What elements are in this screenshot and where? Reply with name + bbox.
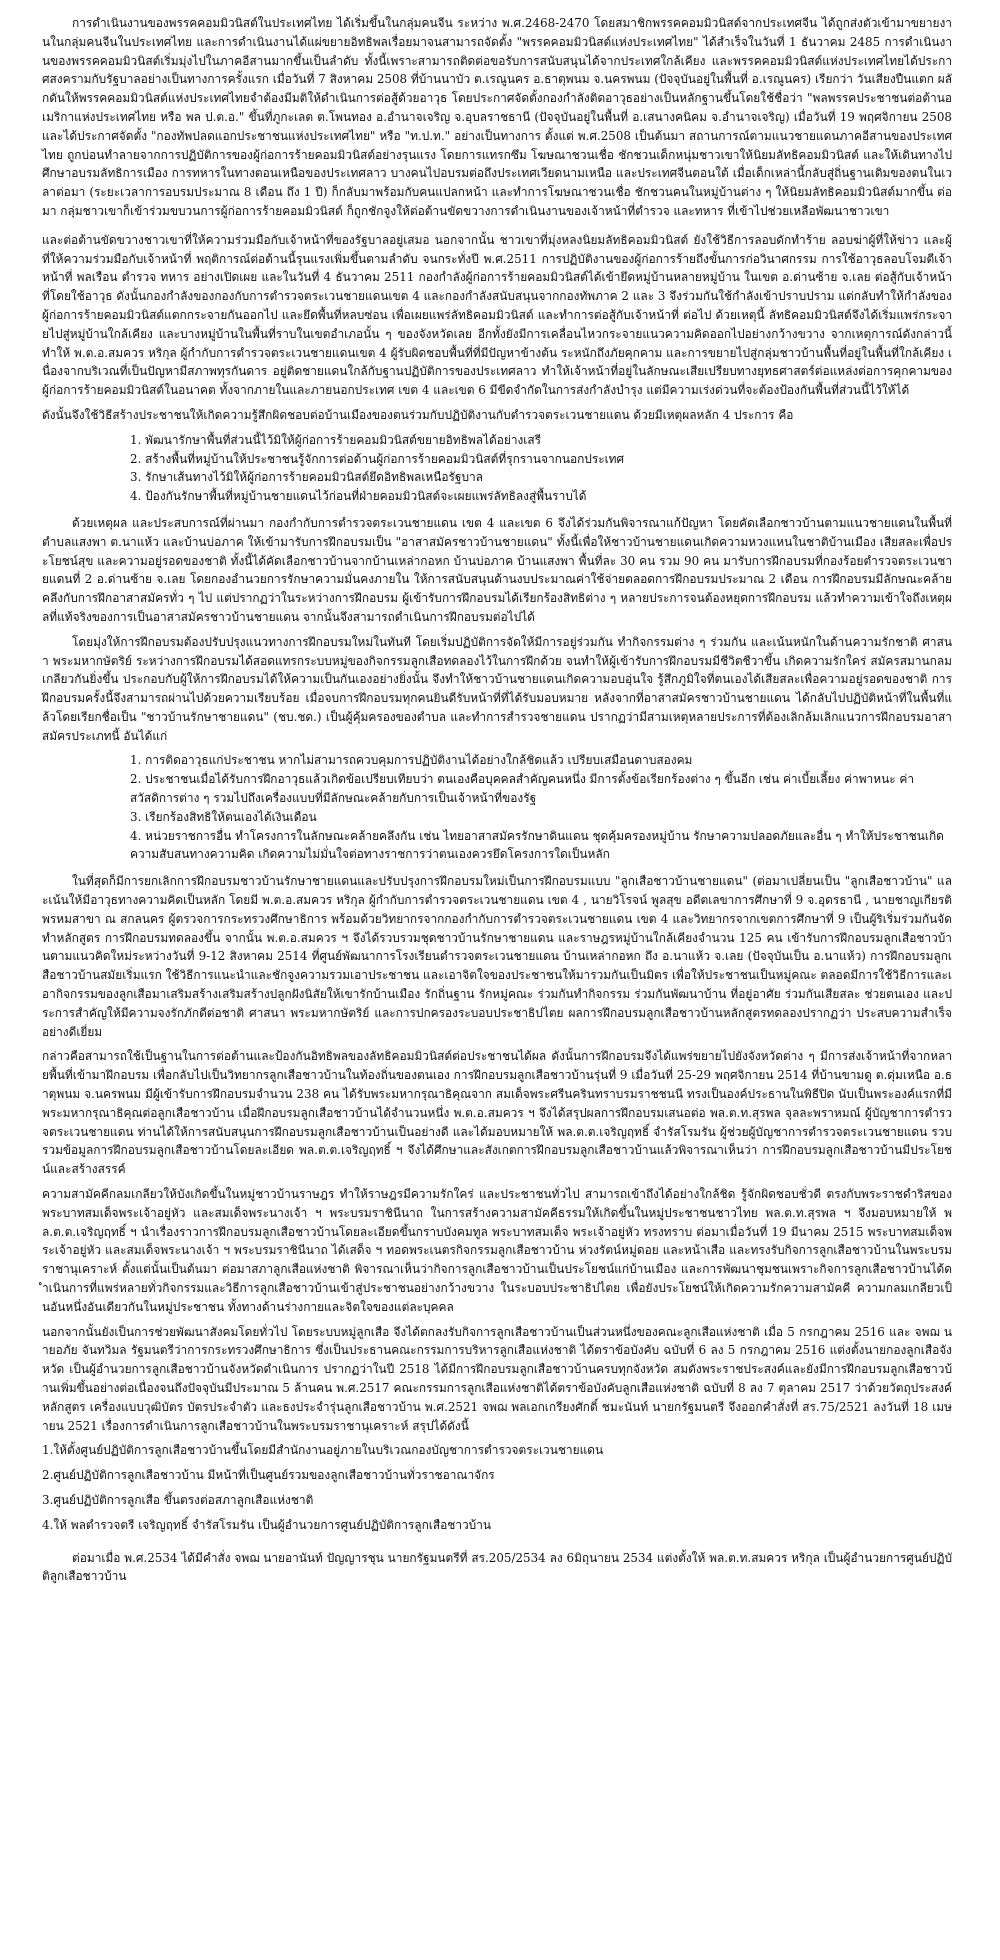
- directives-list: [42, 1441, 952, 1534]
- list-item: 4. หน่วยราชการอื่น ทำโครงการในลักษณะคล้ายคลึงกัน เช่น ไทยอาสาสมัครรักษาดินแดน ชุดคุ้มครองหมู่บ้าน รักษาความปลอดภัยและอื่น ๆ ทำให้ประชาชนเกิดความสับสนทางความคิด เกิดความไม่มั่นใจต่อทางราชการว่าตนเองควรยึดโครงการใดเป็นหลัก: [130, 828, 944, 862]
- closing-paragraph: ต่อมาเมื่อ พ.ศ.2534 ได้มีคำสั่ง จพฌ นายอานันท์ ปัญญารชุน นายกรัฐมนตรีที่ สร.205/2534 ลง 6มิถุนายน 2534 แต่งตั้งให้ พล.ต.ท.สมควร หริกุล เป็นผู้อำนวยการศูนย์ปฏิบัติลูกเสือชาวบ้าน: [42, 1550, 952, 1584]
- intro-paragraph: การดำเนินงานของพรรคคอมมิวนิสต์ในประเทศไทย ได้เริ่มขึ้นในกลุ่มคนจีน ระหว่าง พ.ศ.2468-2470 โดยสมาชิกพรรคคอมมิวนิสต์จากประเทศจีน ได้ถูกส่งตัวเข้ามาขยายงานในกลุ่มคนจีนในประเทศไทย และการดำเนินงานได้แผ่ขยายอิทธิพลเรื่อยมาจนสามารถจัดตั้ง "พรรคคอมมิวนิสต์แห่งประเทศไทย" ได้สำเร็จในวันที่ 1 ธันวาคม 2485 การดำเนินงานของพรรคคอมมิวนิสต์เริ่มมุ่งไปในภาคอีสานมากขึ้นเป็นลำดับ ทั้งนี้เพราะสามารถติดต่อขอรับการสนับสนุนได้จากประเทศใกล้เคียง และพรรคคอมมิวนิสต์แห่งประเทศไทยได้ประกาศสงครามกับรัฐบาลอย่างเป็นทางการครั้งแรก เมื่อวันที่ 7 สิงหาคม 2508 ที่บ้านนาบัว ต.เรณูนคร อ.ธาตุพนม จ.นครพนม (ปัจจุบันอยู่ในพื้นที่ อ.เรณูนคร) เรียกว่า วันเสียงปืนแตก ผลักดันให้พรรคคอมมิวนิสต์แห่งประเทศไทยจำต้องมีมติให้ดำเนินการต่อสู้ด้วยอาวุธ โดยประกาศจัดตั้งกองกำลังติดอาวุธอย่างเป็นหลักฐานขึ้นโดยใช้ชื่อว่า "พลพรรคประชาชนต่อต้านอเมริกาแห่งประเทศไทย หรือ พล ป.ต.อ." ขึ้นที่ภูกะเลต ต.โพนทอง อ.อำนาจเจริญ จ.อุบลราชธานี (ปัจจุบันอยู่ในพื้นที่ อ.เสนางคนิคม จ.อำนาจเจริญ) เมื่อวันที่ 19 พฤศจิกายน 2508 และได้ประกาศจัดตั้ง "กองทัพปลดแอกประชาชนแห่งประเทศไทย" หรือ "ท.ป.ท." อย่างเป็นทางการ ตั้งแต่ พ.ศ.2508 เป็นต้นมา สถานการณ์ตามแนวชายแดนภาคอีสานของประเทศไทย ถูกบ่อนทำลายจากการปฏิบัติการของผู้ก่อการร้ายคอมมิวนิสต์อย่างรุนแรง โดยการแทรกซึม โฆษณาชวนเชื่อ ชักชวนเด็กหนุ่มชาวเขาให้นิยมลัทธิคอมมิวนิสต์ และให้เดินทางไปศึกษาอบรมลัทธิการเมือง การทหารในทางตอนเหนือของประเทศลาว บางคนไปอบรมต่อถึงประเทศเวียดนามเหนือ และประเทศจีนตอนใต้ เมื่อเด็กเหล่านี้กลับสู่ถิ่นฐานเดิมของตนในเวลาต่อมา (ระยะเวลาการอบรมประมาณ 8 เดือน ถึง 1 ปี) ก็กลับมาพร้อมกับคนแปลกหน้า และทำการโฆษณาชวนเชื่อ ชักชวนคนในหมู่บ้านต่าง ๆ ให้นิยมลัทธิคอมมิวนิสต์มากขึ้น ต่อมา กลุ่มชาวเขาก็เข้าร่วมขบวนการผู้ก่อการร้ายคอมมิวนิสต์ ก็ถูกชักจูงให้ต่อต้านขัดขวางการดำเนินงานของเจ้าหน้าที่ตำรวจ และทหาร ที่เข้าไปช่วยเหลือพัฒนาชาวเขา: [42, 16, 952, 218]
- list-item: 4. ป้องกันรักษาพื้นที่หมู่บ้านชายแดนไว้ก่อนที่ฝ่ายคอมมิวนิสต์จะเผยแพร่ลัทธิลงสู่พื้นราบได้: [130, 489, 587, 504]
- history-paragraph: ในที่สุดก็มีการยกเลิกการฝึกอบรมชาวบ้านรักษาชายแดนและปรับปรุงการฝึกอบรมใหม่เป็นการฝึกอบรมแบบ "ลูกเสือชาวบ้านชายแดน" (ต่อมาเปลี่ยนเป็น "ลูกเสือชาวบ้าน" และเน้นให้มีอาวุธทางความคิดเป็นหลัก โดยมี พ.ต.อ.สมควร หริกุล ผู้กำกับการตำรวจตระเวนชายแดน เขต 4 , นายวิโรจน์ พูลสุข อดีตเลขาการศึกษาที่ 9 จ.อุดรธานี , นายชาญเกียรติ พรหมสาขา ณ สกลนคร ผู้ตรวจการกระทรวงศึกษาธิการ พร้อมด้วยวิทยากรจากกองกำกับการตำรวจตระเวนชายแดน เขต 4 และวิทยากรจากเขตการศึกษาที่ 9 เป็นผู้ริเริ่มร่วมกันจัดทำหลักสูตร การฝึกอบรมทดลองขึ้น จากนั้น พ.ต.อ.สมควร ฯ จึงได้รวบรวมชุดชาวบ้านรักษาชายแดน และราษฎรหมู่บ้านใกล้เคียงจำนวน 125 คน เข้ารับการฝึกอบรมลูกเสือชาวบ้านตามแนวคิดใหม่ระหว่างวันที่ 9-12 สิงหาคม 2514 ที่ศูนย์พัฒนาการโรงเรียนตำรวจตระเวนชายแดน บ้านเหล่ากอหก ถึง อ.นาแห้ว จ.เลย (ปัจจุบันเป็น อ.นาแห้ว) การฝึกอบรมลูกเสือชาวบ้านสมัยเริ่มแรก ใช้วิธีการแนะนำและชักจูงความรวมเอาประชาชน และเอาจิตใจของประชาชนให้มารวมกันเป็นมิตร เพื่อให้ประชาชนเป็นหมู่คณะ ตลอดมีการใช้วิธีการและเอากิจกรรมของลูกเสือมาเสริมสร้างเสริมสร้างปลูกฝังนิสัยให้เขารักบ้านเมือง รักถิ่นฐาน รักหมู่คณะ ร่วมกันทำกิจกรรม ร่วมกันพัฒนาบ้าน ที่อยู่อาศัย ร่วมกันเสียสละ ช่วยตนเอง และประการสำคัญให้มีความจงรักภักดีต่อชาติ ศาสนา พระมหากษัตริย์ และการปกครองระบอบประชาธิปไตย ผลการฝึกอบรมลูกเสือชาวบ้านหลักสูตรทดลองปรากฏว่า ประสบความสำเร็จอย่างดีเยี่ยม: [42, 874, 952, 1039]
- problems-list: [42, 751, 952, 864]
- reasons-list: [42, 431, 952, 506]
- training-paragraph: ด้วยเหตุผล และประสบการณ์ที่ผ่านมา กองกำกับการตำรวจตระเวนชายแดน เขต 4 และเขต 6 จึงได้ร่วมกันพิจารณาแก้ปัญหา โดยคัดเลือกชาวบ้านตามแนวชายแดนในพื้นที่ ตำบลแสงพา ต.นาแห้ว และบ้านบ่อภาค ให้เข้ามารับการฝึกอบรมเป็น "อาสาสมัครชาวบ้านชายแดน" ทั้งนี้เพื่อให้ชาวบ้านชายแดนเกิดความหวงแหนในชาติบ้านเมือง เสียสละเพื่อประโยชน์สุข และความอยู่รอดของชาติ ทั้งนี้ได้คัดเลือกชาวบ้านจากบ้านเหล่ากอหก บ้านบ่อภาค บ้านแสงพา พื้นที่ละ 30 คน รวม 90 คน มารับการฝึกอบรมที่กองร้อยตำรวจตระเวนชายแดนที่ 2 อ.ด่านซ้าย จ.เลย โดยกองอำนวยการรักษาความมั่นคงภายใน ให้การสนับสนุนด้านงบประมาณค่าใช้จ่ายตลอดการฝึกอบรมประมาณ 2 เดือน การฝึกอบรมมีลักษณะคล้ายคลึงกับการฝึกอาสาสมัครทั่ว ๆ ไป แต่ปรากฏว่าในระหว่างการฝึกอบรม ผู้เข้ารับการฝึกอบรมได้เรียกร้องสิทธิต่าง ๆ หลายประการจนต้องหยุดการฝึกอบรม แล้วทำความเข้าใจถึงเหตุผลที่แท้จริงของการเป็นอาสาสมัครชาวบ้านชายแดน จากนั้นจึงสามารถดำเนินการฝึกอบรมต่อไปได้: [42, 515, 952, 624]
- list-item: 2. สร้างพื้นที่หมู่บ้านให้ประชาชนรู้จักการต่อต้านผู้ก่อการร้ายคอมมิวนิสต์ที่รุกรานจากนอกประเทศ: [130, 451, 625, 466]
- training-paragraph: โดยมุ่งให้การฝึกอบรมต้องปรับปรุงแนวทางการฝึกอบรมใหม่ในทันที โดยเริ่มปฏิบัติการจัดให้มีการอยู่ร่วมกัน ทำกิจกรรมต่าง ๆ ร่วมกัน และเน้นหนักในด้านความรักชาติ ศาสนา พระมหากษัตริย์ ระหว่างการฝึกอบรมได้สอดแทรกระบบหมู่ของกิจกรรมลูกเสือทดลองไว้ในการฝึกด้วย จนทำให้ผู้เข้ารับการฝึกอบรมมีชีวิตชีวาขึ้น เกิดความรักใคร่ สมัครสมานกลมเกลียวกันยิ่งขึ้น ประกอบกับผู้ให้การฝึกอบรมได้ให้ความเป็นกันเองอย่างยิ่งนั้น จึงทำให้ชาวบ้านชายแดนเกิดความอบอุ่นใจ รู้สึกภูมิใจที่ตนเองได้เสียสละเพื่อความอยู่รอดของชาติ การฝึกอบรมครั้งนี้จึงสามารถผ่านไปด้วยความเรียบร้อย เมื่อจบการฝึกอบรมทุกคนยินดีรับหน้าที่ที่ได้รับมอบหมาย หลังจากที่อาสาสมัครชาวบ้านชายแดน ได้กลับไปปฏิบัติหน้าที่ในพื้นที่แล้วโดยเรียกชื่อเป็น "ชาวบ้านรักษาชายแดน" (ชบ.ชด.) เป็นผู้คุ้มครองของตำบล และทำการสำรวจชายแดน ปรากฏว่ามีสามเหตุหลายประการที่ต้องเลิกล้มเลิกแนวการฝึกอบรมอาสาสมัครประเภทนี้ อันได้แก่: [42, 634, 952, 743]
- list-item: 3. รักษาเส้นทางไว้มิให้ผู้ก่อการร้ายคอมมิวนิสต์ยึดอิทธิพลเหนือรัฐบาล: [130, 470, 483, 485]
- list-item: 3.ศูนย์ปฏิบัติการลูกเสือ ขึ้นตรงต่อสภาลูกเสือแห่งชาติ: [42, 1492, 314, 1507]
- history-paragraph: ความสามัคคีกลมเกลียวให้บังเกิดขึ้นในหมู่ชาวบ้านราษฎร ทำให้ราษฎรมีความรักใคร่ และประชาชนทั่วไป สามารถเข้าถึงได้อย่างใกล้ชิด รู้จักผิดชอบชั่วดี ตรงกับพระราชดำริสของพระบาทสมเด็จพระเจ้าอยู่หัว และสมเด็จพระนางเจ้า ฯ พระบรมราชินีนาถ ในการสร้างความสามัคคีธรรมให้เกิดขึ้นในหมู่ประชาชนชาวไทย พล.ต.ท.สุรพล ฯ จึงมอบหมายให้ พล.ต.ต.เจริญฤทธิ์ ฯ นำเรื่องราวการฝึกอบรมลูกเสือชาวบ้านโดยละเอียดขึ้นกราบบังคมทูล พระบาทสมเด็จ พระเจ้าอยู่หัว ทรงทราบ ต่อมาเมื่อวันที่ 19 มีนาคม 2515 พระบาทสมเด็จพระเจ้าอยู่หัว และสมเด็จพระนางเจ้า ฯ พระบรมราชินีนาถ ได้เสด็จ ฯ ทอดพระเนตรกิจกรรมลูกเสือชาวบ้าน ห่วงรัตน์หมู่ดอย และหน้าเสือ และทรงรับกิจการลูกเสือชาวบ้านในพระบรมราชานุเคราะห์ ตั้งแต่นั้นเป็นต้นมา ต่อมาสภาลูกเสือแห่งชาติ พิจารณาเห็นว่ากิจการลูกเสือชาวบ้านเป็นประโยชน์แก่บ้านเมือง และการพัฒนาชุมชนเพราะกิจการลูกเสือชาวบ้านได้ดำเนินการที่แพร่หลายทั่วกิจกรรมและวิธีการลูกเสือชาวบ้านเข้าสู่ประชาชนอย่างกว้างขวาง ในระบอบประชาธิปไตย เพื่อยังประโยชน์ให้เกิดความรักความสามัคคี ความกลมเกลียวเป็นอันหนึ่งอันเดียวกันในหมู่ประชาชน ทั้งทางด้านร่างกายและจิตใจของแต่ละบุคคล: [42, 1187, 952, 1314]
- list-item: 4.ให้ พลตำรวจตรี เจริญฤทธิ์ จำรัสโรมรัน เป็นผู้อำนวยการศูนย์ปฏิบัติการลูกเสือชาวบ้าน: [42, 1517, 492, 1532]
- list-item: 2. ประชาชนเมื่อได้รับการฝึกอาวุธแล้วเกิดข้อเปรียบเทียบว่า ตนเองคือบุคคลสำคัญคนหนึ่ง มีการตั้งข้อเรียกร้องต่าง ๆ ขึ้นอีก เช่น ค่าเบี้ยเลี้ยง ค่าพาหนะ ค่าสวัสดิการต่าง ๆ รวมไปถึงเครื่องแบบที่มีลักษณะคล้ายกับการเป็นเจ้าหน้าที่ของรัฐ: [130, 772, 914, 806]
- history-paragraph: กล่าวคือสามารถใช้เป็นฐานในการต่อต้านและป้องกันอิทธิพลของลัทธิคอมมิวนิสต์ต่อประชาชนได้ผล ดังนั้นการฝึกอบรมจึงได้แพร่ขยายไปยังจังหวัดต่าง ๆ มีการส่งเจ้าหน้าที่จากหลายพื้นที่เข้ามาฝึกอบรม เพื่อกลับไปเป็นวิทยากรลูกเสือชาวบ้านในท้องถิ่นของตนเอง การฝึกอบรมลูกเสือชาวบ้านรุ่นที่ 9 เมื่อวันที่ 25-29 พฤศจิกายน 2514 ที่บ้านขามดู ต.ดุ่มเหนือ อ.ธาตุพนม จ.นครพนม มีผู้เข้ารับการฝึกอบรมจำนวน 238 คน ได้รับพระมหากรุณาธิคุณจาก สมเด็จพระศรีนครินทราบรมราชชนนี ทรงเป็นองค์ประธานในพิธีปิด นับเป็นพระองค์แรกที่มีพระมหากรุณาธิคุณต่อลูกเสือชาวบ้าน เมื่อฝึกอบรมลูกเสือชาวบ้านได้จำนวนหนึ่ง พ.ต.อ.สมควร ฯ จึงได้สรุปผลการฝึกอบรมเสนอต่อ พล.ต.ท.สุรพล จุลละพราหมณ์ ผู้บัญชาการตำรวจตระเวนชายแดน ท่านได้ให้การสนับสนุนการฝึกอบรมลูกเสือชาวบ้านเป็นอย่างดี และได้มอบหมายให้ พล.ต.ต.เจริญฤทธิ์ จำรัสโรมรัน ผู้ช่วยผู้บัญชาการตำรวจตระเวนชายแดน รวบรวมข้อมูลการฝึกอบรมลูกเสือชาวบ้านโดยละเอียด พล.ต.ต.เจริญฤทธิ์ ฯ จึงได้ศึกษาและสังเกตการฝึกอบรมลูกเสือชาวบ้านแล้วพิจารณาเห็นว่า การฝึกอบรมลูกเสือชาวบ้านมีประโยชน์และสร้างสรรค์: [42, 1049, 952, 1177]
- list-item: 1. พัฒนารักษาพื้นที่ส่วนนี้ไว้มิให้ผู้ก่อการร้ายคอมมิวนิสต์ขยายอิทธิพลได้อย่างเสรี: [130, 432, 542, 447]
- intro-paragraph: ดังนั้นจึงใช้วิธีสร้างประชาชนให้เกิดความรู้สึกผิดชอบต่อบ้านเมืองของตนร่วมกับปฏิบัติงานกับตำรวจตระเวนชายแดน ด้วยมีเหตุผลหลัก 4 ประการ คือ: [42, 407, 794, 422]
- list-item: 3. เรียกร้องสิทธิให้ตนเองได้เงินเดือน: [130, 809, 317, 824]
- intro-paragraph: และต่อต้านขัดขวางชาวเขาที่ให้ความร่วมมือกับเจ้าหน้าที่ของรัฐบาลอยู่เสมอ นอกจากนั้น ชาวเขาที่มุ่งหลงนิยมลัทธิคอมมิวนิสต์ ยังใช้วิธีการลอบดักทำร้าย ลอบฆ่าผู้ที่ให้ข่าว และผู้ที่ให้ความร่วมมือกับเจ้าหน้าที่ พฤติการณ์ต่อต้านนี้รุนแรงเพิ่มขึ้นตามลำดับ จนกระทั่งปี พ.ศ.2511 การปฏิบัติงานของผู้ก่อการร้ายถึงขั้นการก่อวินาศกรรม การใช้อาวุธลอบโจมตีเจ้าหน้าที่ พลเรือน ตำรวจ ทหาร อย่างเปิดเผย และในวันที่ 4 ธันวาคม 2511 กองกำลังผู้ก่อการร้ายคอมมิวนิสต์ได้เข้ายึดหมู่บ้านหลายหมู่บ้าน ในเขต อ.ด่านซ้าย จ.เลย ต่อสู้กับเจ้าหน้าที่โดยใช้อาวุธ ดังนั้นกองกำลังของกองกับการตำรวจตระเวนชายแดนเขต 4 และกองกำลังสนับสนุนจากกองทัพภาค 2 และ 3 จึงร่วมกันใช้กำลังเข้าปราบปราม แต่กลับทำให้กำลังของผู้ก่อการร้ายคอมมิวนิสต์แตกกระจายกันออกไป และยึดพื้นที่หลบซ่อน เพื่อเผยแพร่ลัทธิคอมมิวนิสต์ และทำการต่อสู้กับเจ้าหน้าที่ ต่อไป ด้วยเหตุนี้ ลัทธิคอมมิวนิสต์จึงได้เริ่มแพร่กระจายไปสู่หมู่บ้านใกล้เคียง และบางหมู่บ้านในพื้นที่ราบในเขตอำเภอนั้น ๆ ของจังหวัดเลย อีกทั้งยังมีการเคลื่อนไหวกระจายแนวความคิดออกไปอย่างกว้างขวาง จากเหตุการณ์ดังกล่าวนี้ ทำให้ พ.ต.อ.สมควร หริกุล ผู้กำกับการตำรวจตระเวนชายแดนเขต 4 ผู้รับผิดชอบพื้นที่ที่มีปัญหาข้างต้น ระหนักถึงภัยคุกคาม และการขยายไปสู่กลุ่มชาวบ้านพื้นที่อยู่ในพื้นที่ใกล้เคียง เนื่องจากบริเวณที่เป็นปัญหามีสภาพทุรกันดาร อยู่ติดชายแดนใกล้กับฐานปฏิบัติการของประเทศลาว ทำให้เจ้าหน้าที่อยู่ในลักษณะเสียเปรียบทางยุทธศาสตร์ต่อแหล่งต่อการคุกคามของผู้ก่อการร้ายคอมมิวนิสต์ในอนาคต ทั้งจากภายในและภายนอกประเทศ เขต 4 และเขต 6 มีขีดจำกัดในการส่งกำลังบำรุง แต่มีความเร่งด่วนที่จะต้องป้องกันพื้นที่ส่วนนี้ไว้ให้ได้: [42, 232, 952, 398]
- list-item: 2.ศูนย์ปฏิบัติการลูกเสือชาวบ้าน มีหน้าที่เป็นศูนย์รวมของลูกเสือชาวบ้านทั่วราชอาณาจักร: [42, 1468, 495, 1483]
- list-item: 1. การติดอาวุธแก่ประชาชน หากไม่สามารถควบคุมการปฏิบัติงานได้อย่างใกล้ชิดแล้ว เปรียบเสมือนดาบสองคม: [130, 753, 693, 768]
- history-paragraph: นอกจากนั้นยังเป็นการช่วยพัฒนาสังคมโดยทั่วไป โดยระบบหมู่ลูกเสือ จึงได้ตกลงรับกิจการลูกเสือชาวบ้านเป็นส่วนหนึ่งของคณะลูกเสือแห่งชาติ เมื่อ 5 กรกฎาคม 2516 และ จพฌ นายอภัย จันทวิมล รัฐมนตรีว่าการกระทรวงศึกษาธิการ ซึ่งเป็นประธานคณะกรรมการบริหารลูกเสือแห่งชาติ ได้ตราข้อบังคับ ฉบับที่ 6 ลง 5 กรกฎาคม 2516 แต่งตั้งนายกองลูกเสือจังหวัด เป็นผู้อำนวยการลูกเสือชาวบ้านจังหวัดดำเนินการ ปรากฏว่าในปี 2518 ได้มีการฝึกอบรมลูกเสือชาวบ้านครบทุกจังหวัด สมดังพระราชประสงค์และยังมีการฝึกอบรมลูกเสือชาวบ้านเพิ่มขึ้นอย่างต่อเนื่องจนถึงปัจจุบันมีประมาณ 5 ล้านคน พ.ศ.2517 คณะกรรมการลูกเสือแห่งชาติได้ตราข้อบังคับลูกเสือแห่งชาติ ฉบับที่ 8 ลง 7 ตุลาคม 2517 ว่าด้วยวัตถุประสงค์ หลักสูตร เครื่องแบบวุฒิบัตร บัตรประจำตัว และธงประจำรุ่นลูกเสือชาวบ้าน พ.ศ.2521 จพฌ พลเอกเกรียงศักดิ์ ชมะนันท์ นายกรัฐมนตรี จึงออกคำสั่งที่ สร.75/2521 ลงวันที่ 18 เมษายน 2521 เรื่องการดำเนินการลูกเสือชาวบ้านในพระบรมราชานุเคราะห์ สรุปได้ดังนี้: [42, 1324, 952, 1433]
- list-item: 1.ให้ตั้งศูนย์ปฏิบัติการลูกเสือชาวบ้านขึ้นโดยมีสำนักงานอยู่ภายในบริเวณกองบัญชาการตำรวจตระเวนชายแดน: [42, 1443, 604, 1458]
